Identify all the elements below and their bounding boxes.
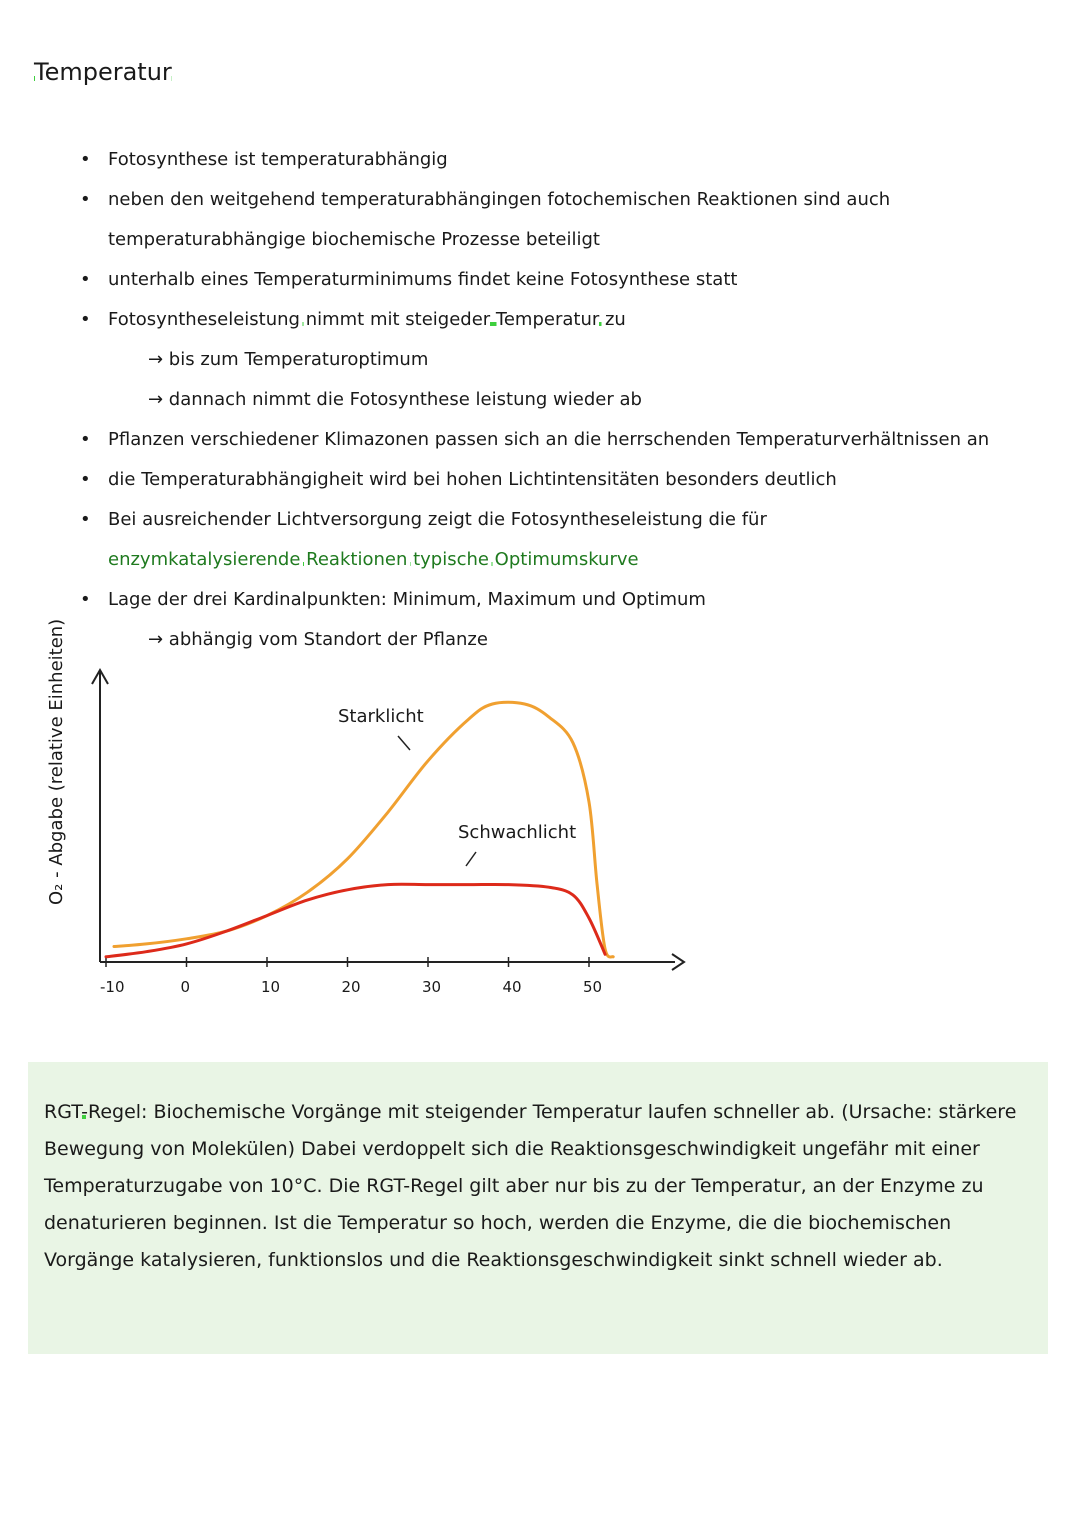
bullet-text: Lage der drei Kardinalpunkten: Minimum, Maximum und Optimum (108, 589, 706, 610)
bullet-green-text: enzymkatalysierende Reaktionen typische Optimumskurve (108, 549, 639, 570)
bullet-text: Bei ausreichender Lichtversorgung zeigt die Fotosyntheseleistung die für (108, 509, 767, 530)
bullet-subtext: → dannach nimmt die Fotosynthese leistung wieder ab (148, 389, 642, 410)
rgt-text: Biochemische Vorgänge mit steigender Temperatur laufen schneller ab. (Ursache: stärkere Bewegung von Molekülen) Dabei verdoppelt sich die Reaktionsgeschwindigkeit ungefähr mit einer Temperaturzugabe von 10°C. Die RGT-Regel gilt aber nur bis zu der Temperatur, an der Enzyme zu denaturieren beginnen. Ist die Temperatur so hoch, werden die Enzyme, die die biochemischen Vorgänge katalysieren, funktionslos und die Reaktionsgeschwindigkeit sinkt schnell wieder ab. (44, 1101, 1017, 1271)
x-axis (100, 954, 684, 970)
x-tick-label: 40 (502, 978, 522, 996)
bullet-text: Pflanzen verschiedener Klimazonen passen sich an die herrschenden Temperaturverhältnissen an (108, 429, 990, 450)
annotation-schwachlicht-pointer (466, 852, 476, 866)
y-axis (92, 670, 108, 962)
x-tick-label: 30 (422, 978, 442, 996)
bullet-subtext: → bis zum Temperaturoptimum (148, 349, 429, 370)
x-tick-label: 10 (261, 978, 281, 996)
rgt-label: RGT-Regel: (44, 1101, 148, 1123)
bullet-text: neben den weitgehend temperaturabhängingen fotochemischen Reaktionen sind auch temperaturabhängige biochemische Prozesse beteiligt (108, 189, 891, 250)
annotation-schwachlicht: Schwachlicht (458, 822, 577, 843)
annotation-starklicht: Starklicht (338, 706, 424, 727)
page-title: Temperatur (34, 58, 172, 86)
x-tick-label: 0 (180, 978, 191, 996)
x-tick-label: 50 (583, 978, 603, 996)
bullet-text: unterhalb eines Temperaturminimums findet keine Fotosynthese statt (108, 269, 738, 290)
x-tick-label: -10 (100, 978, 125, 996)
series-line-schwachlicht (106, 884, 605, 957)
x-tick-label: 20 (341, 978, 361, 996)
bullet-text: Fotosynthese ist temperaturabhängig (108, 149, 448, 170)
bullet-text: Fotosyntheseleistung nimmt mit steigeder Temperatur zu (108, 309, 626, 330)
rgt-rule-box (28, 1062, 1048, 1354)
bullet-text: die Temperaturabhängigheit wird bei hohen Lichtintensitäten besonders deutlich (108, 469, 837, 490)
annotation-starklicht-pointer (398, 736, 410, 750)
y-axis-label: O₂ - Abgabe (relative Einheiten) (46, 618, 67, 905)
bullet-subtext: → abhängig vom Standort der Pflanze (148, 629, 488, 650)
